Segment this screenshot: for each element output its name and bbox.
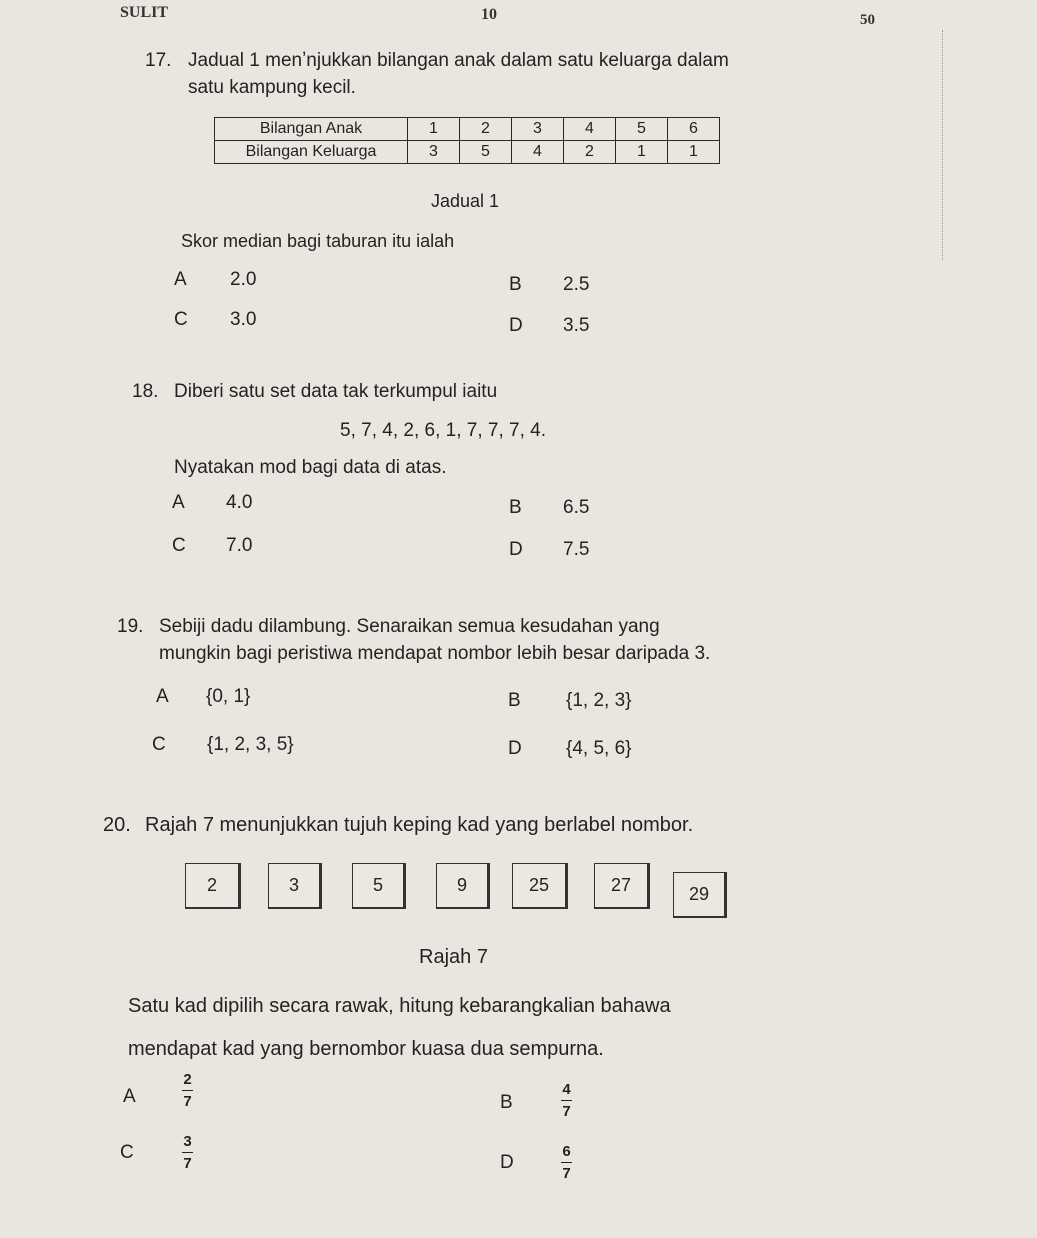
jadual-1-table bbox=[214, 117, 720, 164]
q20-option-b-fraction bbox=[561, 1081, 572, 1120]
table-cell: 1 bbox=[408, 118, 460, 141]
number-card: 29 bbox=[673, 872, 727, 918]
number-card: 27 bbox=[594, 863, 650, 909]
q17-option-c-letter: C bbox=[174, 309, 188, 330]
q17-text-line2: satu kampung kecil. bbox=[188, 77, 356, 98]
q18-option-a-letter: A bbox=[172, 492, 185, 513]
table-cell: 5 bbox=[616, 118, 668, 141]
q17-option-b-value: 2.5 bbox=[563, 274, 590, 295]
q19-option-c-value: {1, 2, 3, 5} bbox=[207, 734, 294, 755]
q19-option-d-value: {4, 5, 6} bbox=[566, 738, 632, 759]
fraction-numerator: 2 bbox=[183, 1071, 192, 1088]
q18-number: 18. bbox=[132, 381, 159, 402]
q18-option-c-letter: C bbox=[172, 535, 186, 556]
q19-option-b-letter: B bbox=[508, 690, 521, 711]
q17-option-a-letter: A bbox=[174, 269, 187, 290]
q17-option-c-value: 3.0 bbox=[230, 309, 257, 330]
q19-option-a-letter: A bbox=[156, 686, 169, 707]
q18-text-line1: Diberi satu set data tak terkumpul iaitu bbox=[174, 381, 498, 402]
q20-number: 20. bbox=[103, 814, 131, 836]
q17-option-b-letter: B bbox=[509, 274, 522, 295]
q18-option-c-value: 7.0 bbox=[226, 535, 253, 556]
fraction-numerator: 6 bbox=[562, 1143, 571, 1160]
q19-option-c-letter: C bbox=[152, 734, 166, 755]
q20-option-c-letter: C bbox=[120, 1142, 134, 1163]
q18-option-b-letter: B bbox=[509, 497, 522, 518]
q20-option-a-fraction bbox=[182, 1071, 193, 1110]
number-card: 2 bbox=[185, 863, 241, 909]
rajah-7-caption: Rajah 7 bbox=[419, 946, 488, 968]
table-cell: 5 bbox=[460, 141, 512, 164]
q19-number: 19. bbox=[117, 616, 144, 637]
q17-question: Skor median bagi taburan itu ialah bbox=[181, 231, 455, 251]
fraction-bar bbox=[182, 1090, 193, 1091]
fraction-denominator: 7 bbox=[183, 1155, 192, 1172]
q20-text-line2: Satu kad dipilih secara rawak, hitung kebarangkalian bahawa bbox=[128, 995, 671, 1017]
page-number: 10 bbox=[481, 6, 497, 23]
table-cell: 1 bbox=[616, 141, 668, 164]
fraction-denominator: 7 bbox=[562, 1103, 571, 1120]
q20-option-b-letter: B bbox=[500, 1092, 513, 1113]
q17-number: 17. bbox=[145, 50, 172, 71]
page-mark: 50 bbox=[860, 12, 875, 28]
q19-option-b-value: {1, 2, 3} bbox=[566, 690, 632, 711]
q18-question: Nyatakan mod bagi data di atas. bbox=[174, 457, 447, 478]
table-cell: 4 bbox=[512, 141, 564, 164]
q18-option-a-value: 4.0 bbox=[226, 492, 253, 513]
header-sulit: SULIT bbox=[120, 4, 169, 21]
q18-data-values: 5, 7, 4, 2, 6, 1, 7, 7, 7, 4. bbox=[340, 420, 546, 441]
table-cell: 2 bbox=[564, 141, 616, 164]
q17-option-a-value: 2.0 bbox=[230, 269, 257, 290]
q19-text-line1: Sebiji dadu dilambung. Senaraikan semua kesudahan yang bbox=[159, 616, 660, 637]
q20-option-d-letter: D bbox=[500, 1152, 514, 1173]
q17-option-d-value: 3.5 bbox=[563, 315, 590, 336]
q17-text-line1: Jadual 1 menʼnjukkan bilangan anak dalam satu keluarga dalam bbox=[188, 50, 729, 71]
q20-text-line3: mendapat kad yang bernombor kuasa dua sempurna. bbox=[128, 1038, 604, 1060]
number-card: 3 bbox=[268, 863, 322, 909]
table-cell: 3 bbox=[512, 118, 564, 141]
q19-option-a-value: {0, 1} bbox=[206, 686, 251, 707]
q20-text-line1: Rajah 7 menunjukkan tujuh keping kad yang berlabel nombor. bbox=[145, 814, 694, 836]
table-cell: 2 bbox=[460, 118, 512, 141]
number-card: 9 bbox=[436, 863, 490, 909]
fraction-denominator: 7 bbox=[183, 1093, 192, 1110]
fraction-numerator: 4 bbox=[562, 1081, 571, 1098]
margin-divider bbox=[942, 30, 944, 260]
q20-option-c-fraction bbox=[182, 1133, 193, 1172]
q17-option-d-letter: D bbox=[509, 315, 523, 336]
fraction-numerator: 3 bbox=[183, 1133, 192, 1150]
table-row bbox=[215, 118, 720, 141]
fraction-bar bbox=[561, 1162, 572, 1163]
q20-option-d-fraction bbox=[561, 1143, 572, 1182]
q18-option-b-value: 6.5 bbox=[563, 497, 590, 518]
table-cell-label: Bilangan Keluarga bbox=[215, 141, 408, 164]
jadual-1-caption: Jadual 1 bbox=[431, 191, 500, 211]
table-cell-label: Bilangan Anak bbox=[215, 118, 408, 141]
table-row bbox=[215, 141, 720, 164]
q18-option-d-letter: D bbox=[509, 539, 523, 560]
number-card: 25 bbox=[512, 863, 568, 909]
table-cell: 1 bbox=[668, 141, 720, 164]
q19-option-d-letter: D bbox=[508, 738, 522, 759]
table-cell: 4 bbox=[564, 118, 616, 141]
number-card: 5 bbox=[352, 863, 406, 909]
table-cell: 6 bbox=[668, 118, 720, 141]
fraction-bar bbox=[182, 1152, 193, 1153]
q20-option-a-letter: A bbox=[123, 1086, 136, 1107]
table-cell: 3 bbox=[408, 141, 460, 164]
q18-option-d-value: 7.5 bbox=[563, 539, 590, 560]
fraction-bar bbox=[561, 1100, 572, 1101]
fraction-denominator: 7 bbox=[562, 1165, 571, 1182]
q19-text-line2: mungkin bagi peristiwa mendapat nombor lebih besar daripada 3. bbox=[159, 643, 711, 664]
